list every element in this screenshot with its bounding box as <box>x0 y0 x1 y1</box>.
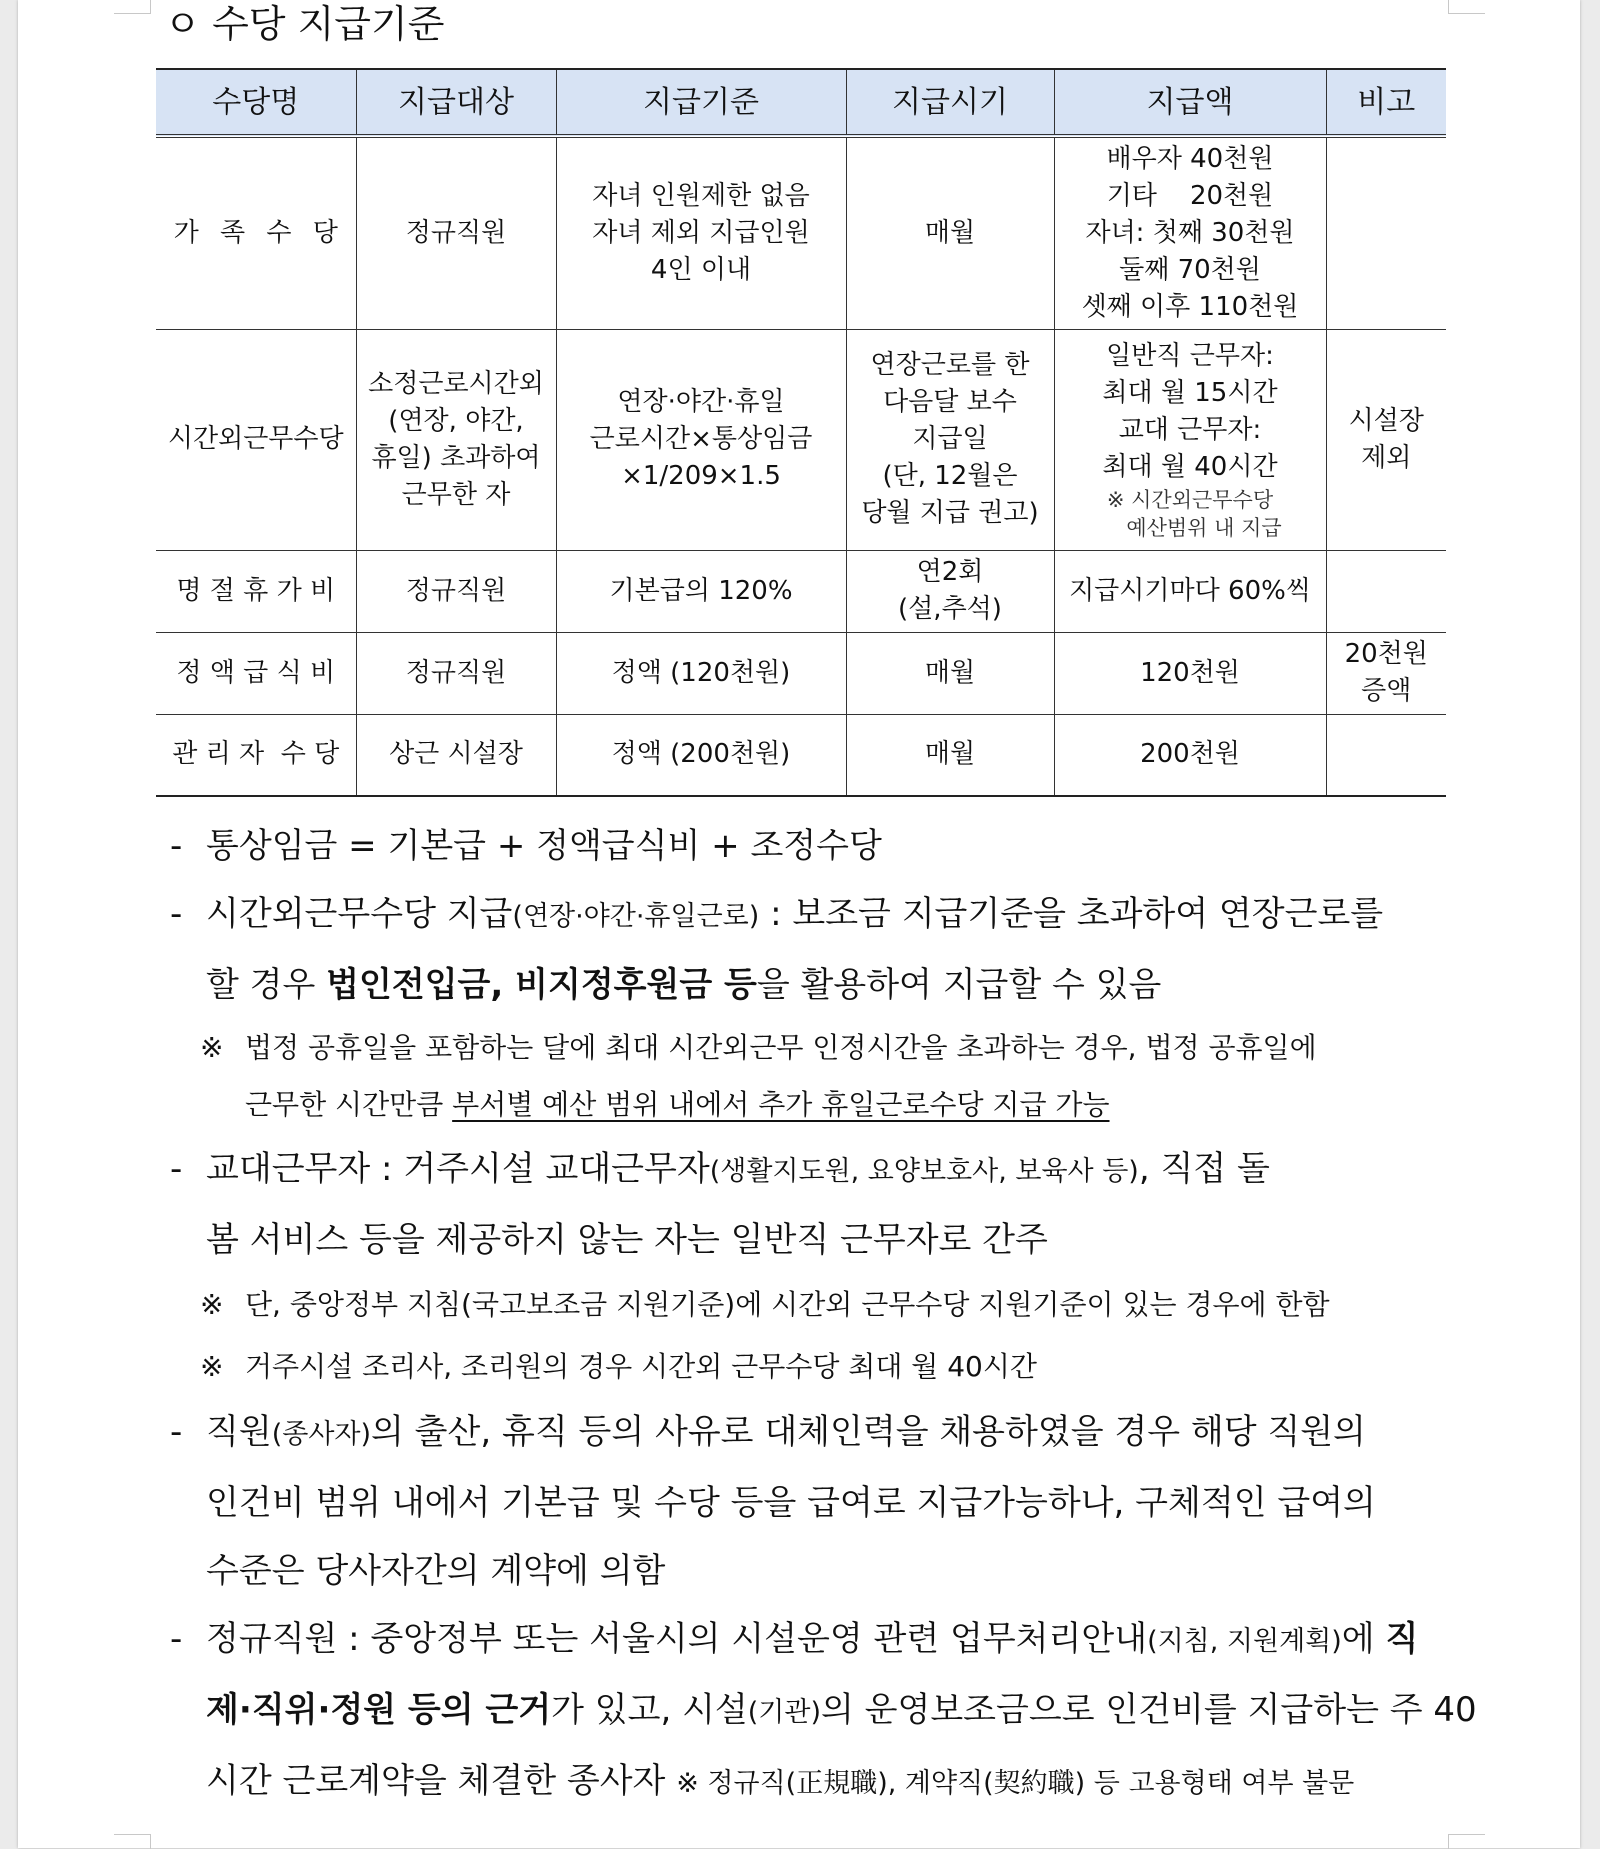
cell-line: 관 리 자 수 당 <box>172 739 340 770</box>
cell-name <box>156 136 356 329</box>
allowance-table <box>156 68 1446 797</box>
note-text: : 보조금 지급기준을 초과하여 연장근로를 <box>759 894 1384 934</box>
note-dash: - <box>170 826 183 866</box>
note-text: 정규직원 : 중앙정부 또는 서울시의 시설운영 관련 업무처리안내 <box>206 1619 1148 1659</box>
cell-target <box>356 329 556 550</box>
page-corner-mark <box>114 0 151 14</box>
note-small-text: (기관) <box>747 1697 821 1728</box>
cell-line: 최대 월 40시간 <box>1102 451 1278 482</box>
cell-line: 휴일) 초과하여 <box>371 442 541 473</box>
cell-criteria <box>556 136 846 329</box>
note-text: 직원 <box>206 1412 272 1452</box>
cell-criteria <box>556 550 846 632</box>
cell-line: 가 족 수 당 <box>173 217 338 248</box>
cell-line: 정액 (200천원) <box>611 739 791 770</box>
cell-line: (설,추석) <box>898 594 1002 624</box>
cell-line: 시설장 <box>1348 405 1424 436</box>
cell-line: 연장·야간·휴일 <box>617 387 785 417</box>
cell-line: 최대 월 15시간 <box>1102 377 1278 408</box>
note-line <box>206 1398 1448 1469</box>
cell-name <box>156 632 356 714</box>
table-row-meal <box>156 632 1446 714</box>
section-title-text: 수당 지급기준 <box>212 2 445 46</box>
cell-line: ×1/209×1.5 <box>621 461 781 491</box>
note-dash: - <box>170 1619 183 1659</box>
table-row-overtime <box>156 329 1446 550</box>
cell-timing <box>846 329 1054 550</box>
cell-amount <box>1054 632 1326 714</box>
cell-target <box>356 714 556 796</box>
note-text: 가 있고, 시설 <box>551 1690 748 1730</box>
cell-line: 정규직원 <box>405 217 507 248</box>
cell-line: (단, 12월은 <box>882 461 1018 491</box>
cell-small-line: 예산범위 내 지급 <box>1126 515 1282 540</box>
cell-line: (연장, 야간, <box>388 405 524 436</box>
cell-line: 지급일 <box>912 424 988 454</box>
page-corner-mark <box>114 1834 151 1849</box>
cell-line: 4인 이내 <box>650 254 752 285</box>
cell-timing <box>846 136 1054 329</box>
note-small-text: (연장·야간·휴일근로) <box>512 901 760 932</box>
note-cook-reference <box>170 1336 1448 1398</box>
note-small-text: (지침, 지원계획) <box>1147 1626 1342 1657</box>
cell-line: 연장근로를 한 <box>870 350 1030 380</box>
cell-line: 120천원 <box>1140 657 1240 688</box>
cell-criteria <box>556 714 846 796</box>
cell-amount <box>1054 714 1326 796</box>
note-line <box>206 1605 1448 1676</box>
note-text: , 직접 돌 <box>1138 1149 1270 1189</box>
cell-line: 자녀 인원제한 없음 <box>592 180 810 211</box>
cell-line: 둘째 70천원 <box>1119 254 1261 285</box>
cell-line: 정규직원 <box>405 575 507 606</box>
note-line: 봄 서비스 등을 제공하지 않는 자는 일반직 근무자로 간주 <box>206 1220 1048 1260</box>
note-text: 근무한 시간만큼 <box>245 1088 453 1121</box>
cell-line: 다음달 보수 <box>883 387 1017 417</box>
cell-line: 셋째 이후 110천원 <box>1081 291 1299 322</box>
cell-line: 명 절 휴 가 비 <box>176 575 336 606</box>
cell-line: 일반직 근무자: <box>1106 340 1274 371</box>
note-text: 할 경우 <box>206 965 327 1005</box>
table-row-manager <box>156 714 1446 796</box>
note-small-text: (종사자) <box>271 1419 372 1450</box>
page-corner-mark <box>1448 1834 1485 1849</box>
cell-line: 매월 <box>924 217 976 248</box>
cell-line: 20천원 <box>1344 639 1428 669</box>
cell-line: 자녀: 첫째 30천원 <box>1085 217 1295 248</box>
cell-line: 당월 지급 권고) <box>861 498 1039 528</box>
note-line: 수준은 당사자간의 계약에 의함 <box>206 1551 666 1591</box>
cell-line: 정액 (120천원) <box>611 657 791 688</box>
cell-line: 시간외근무수당 <box>167 424 344 454</box>
notes-section <box>170 812 1477 1818</box>
note-substitute-staff <box>170 1398 1448 1605</box>
cell-line: 정규직원 <box>405 657 507 688</box>
header-cell: 지급액 <box>1054 69 1326 136</box>
cell-amount <box>1054 329 1326 550</box>
cell-name <box>156 329 356 550</box>
note-text: 교대근무자 : 거주시설 교대근무자 <box>206 1149 710 1189</box>
note-body <box>245 1336 1448 1398</box>
cell-target <box>356 550 556 632</box>
note-line: 단, 중앙정부 지침(국고보조금 지원기준)에 시간외 근무수당 지원기준이 있는 경우에 한함 <box>245 1288 1330 1321</box>
note-body <box>245 1274 1448 1336</box>
cell-timing <box>846 714 1054 796</box>
note-text: 시간 근로계약을 체결한 종사자 <box>206 1761 677 1801</box>
header-cell: 비고 <box>1326 69 1446 136</box>
cell-line: 지급시기마다 60%씩 <box>1069 575 1311 606</box>
note-body <box>206 812 1448 880</box>
cell-amount <box>1054 136 1326 329</box>
note-shift-worker <box>170 1135 1448 1274</box>
note-underlined-text: 부서별 예산 범위 내에서 추가 휴일근로수당 지급 가능 <box>452 1088 1110 1121</box>
note-overtime-pay <box>170 880 1448 1019</box>
note-line <box>206 1747 1448 1818</box>
section-bullet: ㅇ <box>164 2 201 46</box>
table-header-row <box>156 69 1446 136</box>
note-dash: - <box>170 894 183 934</box>
cell-criteria <box>556 329 846 550</box>
note-line <box>206 1676 1477 1747</box>
cell-line: 자녀 제외 지급인원 <box>592 217 810 248</box>
cell-name <box>156 714 356 796</box>
cell-line: 기본급의 120% <box>609 575 793 606</box>
page-corner-mark <box>1448 0 1485 14</box>
note-body <box>206 1605 1477 1818</box>
note-text: 을 활용하여 지급할 수 있음 <box>756 965 1162 1005</box>
note-line <box>206 1135 1448 1206</box>
note-line <box>245 1076 1448 1133</box>
note-line <box>206 880 1448 951</box>
cell-line: 제외 <box>1361 442 1412 473</box>
note-regular-staff <box>170 1605 1477 1818</box>
header-cell: 지급대상 <box>356 69 556 136</box>
note-text: 시간외근무수당 지급 <box>206 894 513 934</box>
note-body <box>206 1135 1448 1274</box>
reference-mark: ※ <box>200 1350 224 1383</box>
note-line: 법정 공휴일을 포함하는 달에 최대 시간외근무 인정시간을 초과하는 경우, 법정 공휴일에 <box>245 1031 1317 1064</box>
cell-note <box>1326 329 1446 550</box>
cell-line: 매월 <box>924 657 976 688</box>
note-line: 인건비 범위 내에서 기본급 및 수당 등을 급여로 지급가능하나, 구체적인 급여의 <box>206 1483 1376 1523</box>
note-line: 통상임금 = 기본급 + 정액급식비 + 조정수당 <box>206 826 882 866</box>
note-central-guideline-reference <box>170 1274 1448 1336</box>
header-cell: 지급시기 <box>846 69 1054 136</box>
note-body <box>245 1019 1448 1133</box>
cell-line: 근무한 자 <box>401 479 511 510</box>
cell-line: 근로시간×통상임금 <box>589 424 813 454</box>
note-dash: - <box>170 1412 183 1452</box>
cell-line: 소정근로시간외 <box>368 368 544 399</box>
cell-note <box>1326 714 1446 796</box>
cell-target <box>356 136 556 329</box>
note-text: 에 <box>1341 1619 1386 1659</box>
table-row-family <box>156 136 1446 329</box>
note-small-text: (생활지도원, 요양보호사, 보육사 등) <box>709 1156 1139 1187</box>
cell-name <box>156 550 356 632</box>
cell-note <box>1326 550 1446 632</box>
cell-line: 정 액 급 식 비 <box>176 657 336 688</box>
note-bold-text: 법인전입금, 비지정후원금 등 <box>326 965 757 1005</box>
cell-line: 상근 시설장 <box>389 739 523 770</box>
cell-line: 증액 <box>1361 676 1412 706</box>
cell-criteria <box>556 632 846 714</box>
note-body <box>206 880 1448 1019</box>
note-bold-text: 직 <box>1385 1619 1419 1659</box>
reference-mark: ※ <box>200 1031 224 1064</box>
cell-note <box>1326 136 1446 329</box>
note-holiday-reference <box>170 1019 1448 1133</box>
note-dash: - <box>170 1149 183 1189</box>
note-bold-text: 제·직위·정원 등의 근거 <box>206 1690 552 1730</box>
note-ordinary-wage <box>170 812 1448 880</box>
cell-line: 기타 20천원 <box>1106 180 1274 211</box>
note-small-text: ※ 정규직(正規職), 계약직(契約職) 등 고용형태 여부 불문 <box>676 1768 1355 1799</box>
note-line <box>206 951 1448 1019</box>
note-body <box>206 1398 1448 1605</box>
cell-note <box>1326 632 1446 714</box>
cell-small-line: ※ 시간외근무수당 <box>1106 487 1274 512</box>
cell-timing <box>846 632 1054 714</box>
cell-line: 교대 근무자: <box>1118 414 1262 445</box>
cell-timing <box>846 550 1054 632</box>
reference-mark: ※ <box>200 1288 224 1321</box>
cell-line: 배우자 40천원 <box>1106 143 1274 174</box>
table-row-holiday <box>156 550 1446 632</box>
cell-amount <box>1054 550 1326 632</box>
note-text: 의 출산, 휴직 등의 사유로 대체인력을 채용하였을 경우 해당 직원의 <box>371 1412 1366 1452</box>
cell-line: 연2회 <box>916 557 984 587</box>
header-cell: 수당명 <box>156 69 356 136</box>
cell-line: 매월 <box>924 739 976 770</box>
cell-line: 200천원 <box>1140 739 1240 770</box>
header-cell: 지급기준 <box>556 69 846 136</box>
note-text: 의 운영보조금으로 인건비를 지급하는 주 40 <box>821 1690 1477 1730</box>
cell-target <box>356 632 556 714</box>
note-line: 거주시설 조리사, 조리원의 경우 시간외 근무수당 최대 월 40시간 <box>245 1350 1037 1383</box>
section-title <box>164 0 444 48</box>
